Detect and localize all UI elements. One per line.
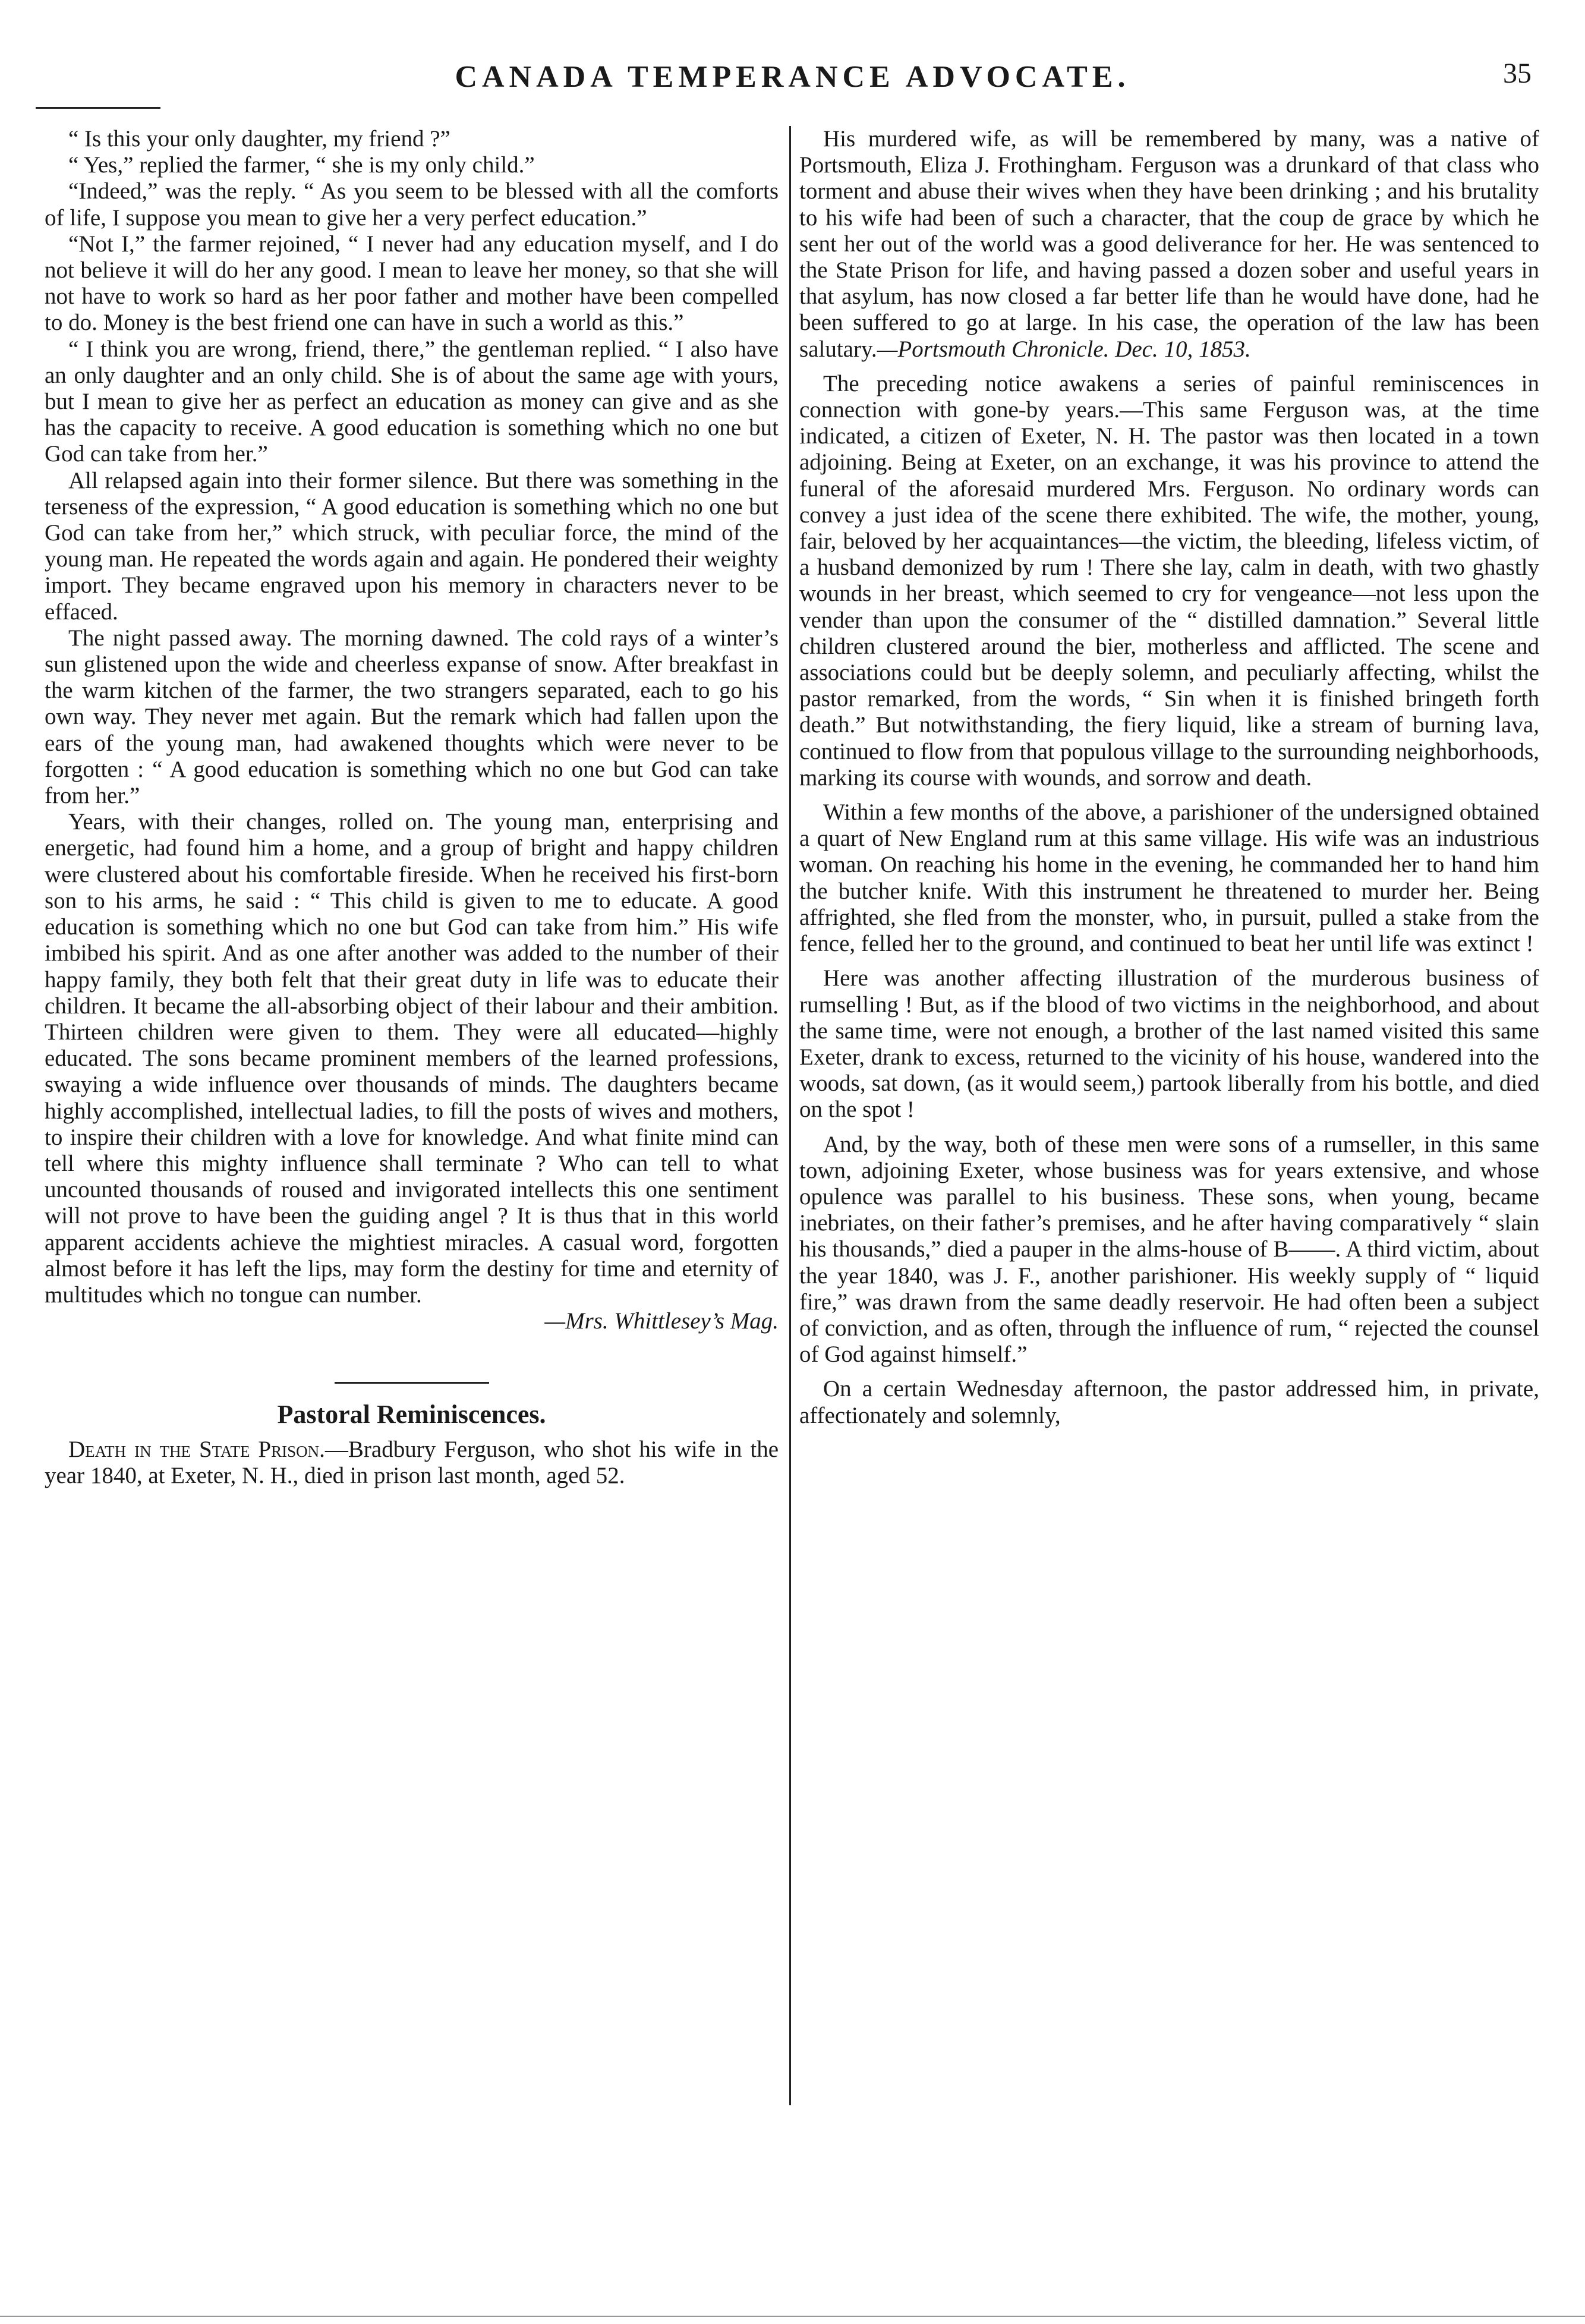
- paragraph: And, by the way, both of these men were sons of a rumseller, in this same town, adjoining Exeter, whose business was for years extensive, and whose opulence was parallel to his business. These sons, when young, became inebriates, on their father’s premises, and he after having comparatively “ slain his thousands,” died a pauper in the alms-house of B——. A third victim, about the year 1840, was J. F., another parishioner. His weekly supply of “ liquid fire,” was drawn from the same deadly reservoir. He had often been a subject of conviction, and as often, through the influence of rum, “ rejected the counsel of God against himself.”: [799, 1131, 1539, 1368]
- paragraph: Years, with their changes, rolled on. The young man, enterprising and energetic, had found him a home, and a group of bright and happy children were clustered about his comfortable fireside. When he received his first-born son to his arms, he said : “ This child is given to me to educate. A good education is something which no one but God can take from him.” His wife imbibed his spirit. And as one after another was added to the number of their happy family, they both felt that their great duty in life was to educate their children. It became the all-absorbing object of their labour and their ambition. Thirteen children were given to them. They were all educated—highly educated. The sons became prominent members of the learned professions, swaying a wide influence over thousands of minds. The daughters became highly accomplished, intellectual ladies, to fill the posts of wives and mothers, to inspire their children with a love for knowledge. And what finite mind can tell where this mighty influence shall terminate ? Who can tell to what uncounted thousands of roused and invigorated intellects this one sentiment will not prove to have been the guiding angel ? It is thus that in this world apparent accidents achieve the mightiest miracles. A casual word, forgotten almost before it has left the lips, may form the destiny for time and eternity of multitudes which no tongue can number.: [45, 809, 779, 1308]
- page-bottom-rule: [0, 2316, 1585, 2317]
- header-rule: [36, 107, 160, 109]
- paragraph: The night passed away. The morning dawned. The cold rays of a winter’s sun glistened upon the wide and cheerless expanse of snow. After breakfast in the warm kitchen of the farmer, the two strangers separated, each to go his own way. They never met again. But the remark which had fallen upon the ears of the young man, had awakened thoughts which were never to be forgotten : “ A good education is something which no one but God can take from her.”: [45, 625, 779, 809]
- paragraph: “ Is this your only daughter, my friend ?”: [68, 126, 450, 152]
- section-text: —Bradbury Ferguson, who shot his wife in the year 1840, at Exeter, N. H., died in prison last month, aged 52.: [45, 1436, 779, 1488]
- publication-title: CANADA TEMPERANCE ADVOCATE.: [455, 60, 1130, 94]
- section-rule: [335, 1382, 489, 1384]
- source-citation: [45, 1308, 779, 1334]
- paragraph-text: His murdered wife, as will be remembered by many, was a native of Portsmouth, Eliza J. Frothingham. Ferguson was a drunkard of that class who torment and abuse their wives when they have been drinking ; and his brutality to his wife had been of such a character, that the coup de grace by which he sent her out of the world was a good deliverance for her. He was sentenced to the State Prison for life, and having passed a dozen sober and useful years in that asylum, has now closed a far better life than he would have done, had he been suffered to go at large. In his case, the operation of the law has been salutary.: [799, 126, 1539, 362]
- left-column: [45, 126, 779, 2288]
- section-paragraph: [45, 1437, 779, 1489]
- paragraph: “ Yes,” replied the farmer, “ she is my only child.”: [68, 152, 535, 178]
- paragraph: [799, 126, 1539, 363]
- paragraph: “Indeed,” was the reply. “ As you seem to be blessed with all the comforts of life, I suppose you mean to give her a very perfect education.”: [45, 178, 779, 231]
- paragraph: Here was another affecting illustration of the murderous business of rumselling ! But, as if the blood of two victims in the neighborhood, and about the same time, were not enough, a brother of the last named visited this same Exeter, drank to excess, returned to the vicinity of his house, wandered into the woods, sat down, (as it would seem,) partook liberally from his bottle, and died on the spot !: [799, 965, 1539, 1123]
- page-header: [36, 18, 1549, 107]
- paragraph: “Not I,” the farmer rejoined, “ I never had any education myself, and I do not believe it will do her any good. I mean to leave her money, so that she will not have to work so hard as her poor father and mother have been compelled to do. Money is the best friend one can have in such a world as this.”: [45, 231, 779, 336]
- paragraph: “ I think you are wrong, friend, there,” the gentleman replied. “ I also have an only daughter and an only child. She is of about the same age with yours, but I mean to give her as perfect an education as money can give and as she has the capacity to receive. A good education is something which no one but God can take from her.”: [45, 336, 779, 467]
- paragraph: Within a few months of the above, a parishioner of the undersigned obtained a quart of New England rum at this same village. His wife was an industrious woman. On reaching his home in the evening, he commanded her to hand him the butcher knife. With this instrument he threatened to murder her. Being affrighted, she fled from the monster, who, in pursuit, pulled a stake from the fence, felled her to the ground, and continued to beat her until life was extinct !: [799, 799, 1539, 957]
- paragraph: On a certain Wednesday afternoon, the pastor addressed him, in private, affectionately and solemnly,: [799, 1376, 1539, 1428]
- paragraph: All relapsed again into their former silence. But there was something in the terseness of the expression, “ A good education is something which no one but God can take from her,” which struck, with peculiar force, the mind of the young man. He repeated the words again and again. He pondered their weighty import. They became engraved upon his memory in characters never to be effaced.: [45, 467, 779, 625]
- source-text: —Mrs. Whittlesey’s Mag.: [544, 1308, 779, 1334]
- section-title: Pastoral Reminiscences.: [277, 1400, 546, 1429]
- section-lead: Death in the State Prison.: [68, 1436, 325, 1462]
- page-number: 35: [1503, 58, 1532, 89]
- source-citation: —Portsmouth Chronicle. Dec. 10, 1853.: [877, 336, 1251, 362]
- right-column: [799, 126, 1539, 2288]
- column-divider: [789, 126, 791, 2105]
- paragraph: The preceding notice awakens a series of painful reminiscences in connection with gone-by years.—This same Ferguson was, at the time indicated, a citizen of Exeter, N. H. The pastor was then located in a town adjoining. Being at Exeter, on an exchange, it was his province to attend the funeral of the aforesaid murdered Mrs. Ferguson. No ordinary words can convey a just idea of the scene there exhibited. The wife, the mother, young, fair, beloved by her acquaintances—the victim, the bleeding, lifeless victim, of a husband demonized by rum ! There she lay, calm in death, with two ghastly wounds in her breast, which seemed to cry for vengeance—not less upon the vender than upon the consumer of the “ distilled damnation.” Several little children clustered around the bier, motherless and afflicted. The scene and associations could but be deeply solemn, and peculiarly affecting, whilst the pastor remarked, from the words, “ Sin when it is finished bringeth forth death.” But notwithstanding, the fiery liquid, like a stream of burning lava, continued to flow from that populous village to the surrounding neighborhoods, marking its course with wounds, and sorrow and death.: [799, 370, 1539, 791]
